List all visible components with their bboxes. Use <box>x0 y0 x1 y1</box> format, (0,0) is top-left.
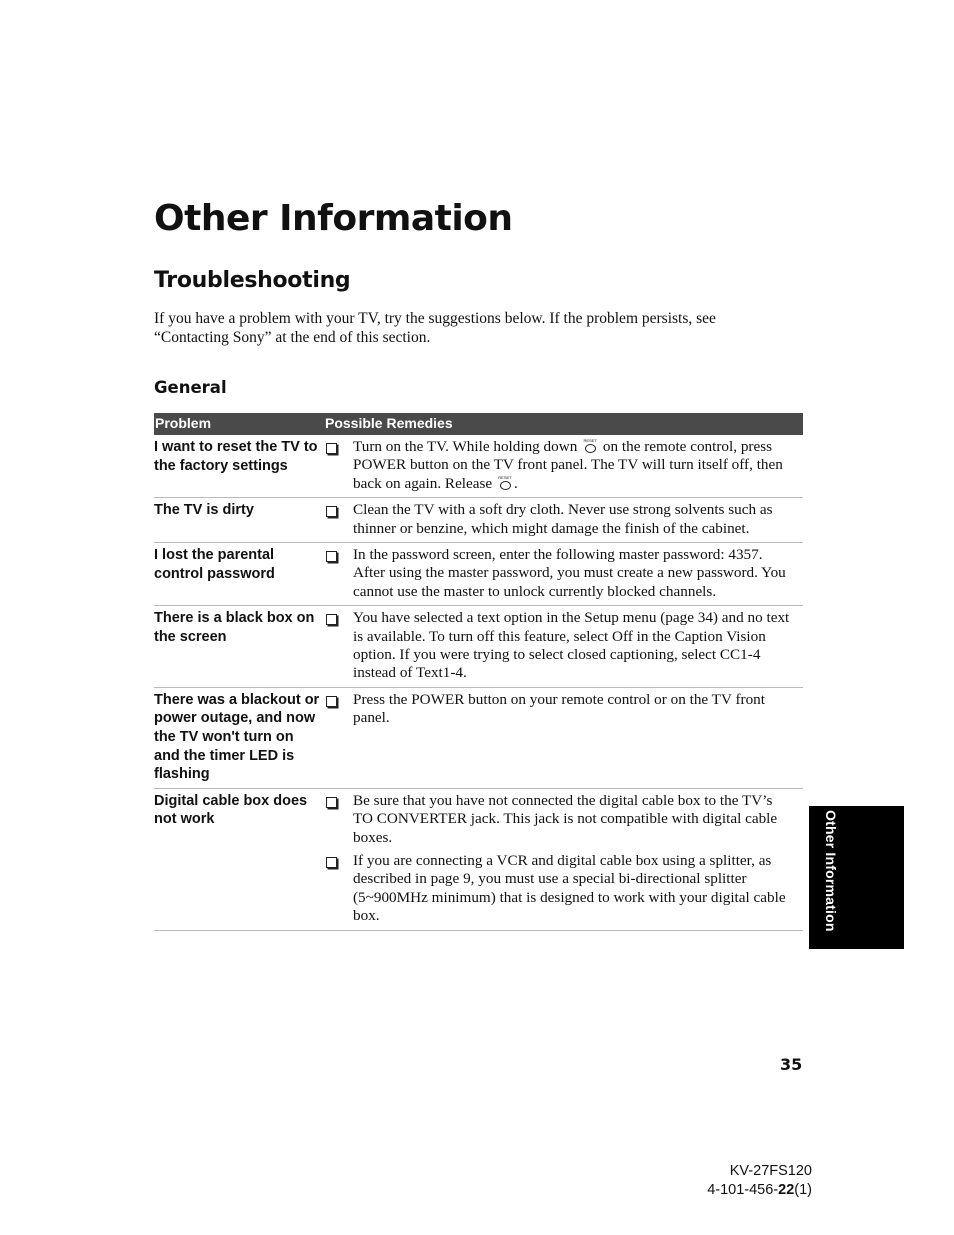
section-side-tab <box>809 806 904 949</box>
reset-button-icon <box>583 439 597 454</box>
remedy-item <box>324 438 803 493</box>
problem-cell: I want to reset the TV to the factory settings <box>154 439 318 474</box>
checkbox-bullet-icon <box>326 506 337 517</box>
section-heading: Troubleshooting <box>154 268 351 293</box>
footer-model-info <box>707 1162 812 1200</box>
remedy-text-part: . <box>513 474 518 492</box>
remedy-text: Clean the TV with a soft dry cloth. Never use strong solvents such as thinner or benzine, which might damage the finish of the cabinet. <box>353 501 773 537</box>
model-number: KV-27FS120 <box>729 1163 812 1179</box>
remedy-text: Press the POWER button on your remote control or on the TV front panel. <box>353 690 765 727</box>
remedy-item <box>324 792 803 847</box>
side-tab-label: Other Information <box>823 810 839 932</box>
remedy-text: You have selected a text option in the Setup menu (page 34) and no text is available. To turn off this feature, select Off in the Caption Vision option. If you were trying to select closed captioning, select CC1-4 instead of Text1-4. <box>353 609 790 682</box>
table-row <box>154 789 803 931</box>
table-row <box>154 498 803 543</box>
remedies-cell <box>324 438 803 493</box>
part-code-prefix: 4-101-456- <box>707 1182 779 1198</box>
part-code-bold: 22 <box>778 1182 795 1198</box>
header-remedies: Possible Remedies <box>325 415 453 431</box>
remedies-cell <box>324 691 803 784</box>
part-code <box>707 1181 812 1200</box>
part-code-suffix: (1) <box>794 1182 812 1198</box>
checkbox-bullet-icon <box>326 797 337 808</box>
page-number: 35 <box>780 1055 803 1074</box>
remedy-text-part: on the remote control, press POWER button on the TV front panel. The TV will turn itself off, then back on again. Release <box>353 438 783 492</box>
remedies-cell <box>324 609 803 683</box>
checkbox-bullet-icon <box>326 614 337 625</box>
remedy-item <box>324 609 803 683</box>
reset-button-icon <box>498 476 512 491</box>
table-row <box>154 606 803 688</box>
reset-label: RESET <box>498 474 512 480</box>
problem-cell: There is a black box on the screen <box>154 610 315 645</box>
problem-cell: There was a blackout or power outage, and now the TV won't turn on and the timer LED is flashing <box>154 691 320 783</box>
checkbox-bullet-icon <box>326 551 337 562</box>
remedy-text: In the password screen, enter the following master password: 4357. After using the master password, you must create a new password. You cannot use the master to unlock currently blocked channels. <box>353 546 786 600</box>
table-row <box>154 435 803 498</box>
problem-cell: I lost the parental control password <box>154 547 275 582</box>
checkbox-bullet-icon <box>326 857 337 868</box>
remedies-cell <box>324 546 803 601</box>
problem-cell: The TV is dirty <box>154 502 254 519</box>
table-header <box>154 413 803 435</box>
remedy-text-part: Turn on the TV. While holding down <box>353 438 578 455</box>
checkbox-bullet-icon <box>326 443 337 454</box>
remedies-cell <box>324 792 803 926</box>
remedy-text: Be sure that you have not connected the digital cable box to the TV’s TO CONVERTER jack. This jack is not compatible with digital cable boxes. <box>353 791 778 846</box>
remedy-text <box>353 438 793 493</box>
intro-paragraph: If you have a problem with your TV, try the suggestions below. If the problem persists, see “Contacting Sony” at the end of this section. <box>154 310 716 346</box>
table-row <box>154 543 803 606</box>
remedy-item <box>324 852 803 926</box>
header-problem: Problem <box>155 415 212 431</box>
reset-label: RESET <box>583 438 597 443</box>
remedy-item <box>324 501 803 538</box>
remedy-text: If you are connecting a VCR and digital cable box using a splitter, as described in page 9, you must use a special bi-directional splitter (5~900MHz minimum) that is designed to work with your digital cable box. <box>353 852 786 925</box>
table-row <box>154 688 803 789</box>
problem-cell: Digital cable box does not work <box>154 792 308 828</box>
remedy-item <box>324 546 803 601</box>
remedy-item <box>324 691 803 728</box>
remedies-cell <box>324 501 803 538</box>
checkbox-bullet-icon <box>326 696 337 707</box>
subsection-heading: General <box>154 378 227 397</box>
page-title: Other Information <box>154 198 513 239</box>
troubleshooting-table <box>154 413 803 931</box>
